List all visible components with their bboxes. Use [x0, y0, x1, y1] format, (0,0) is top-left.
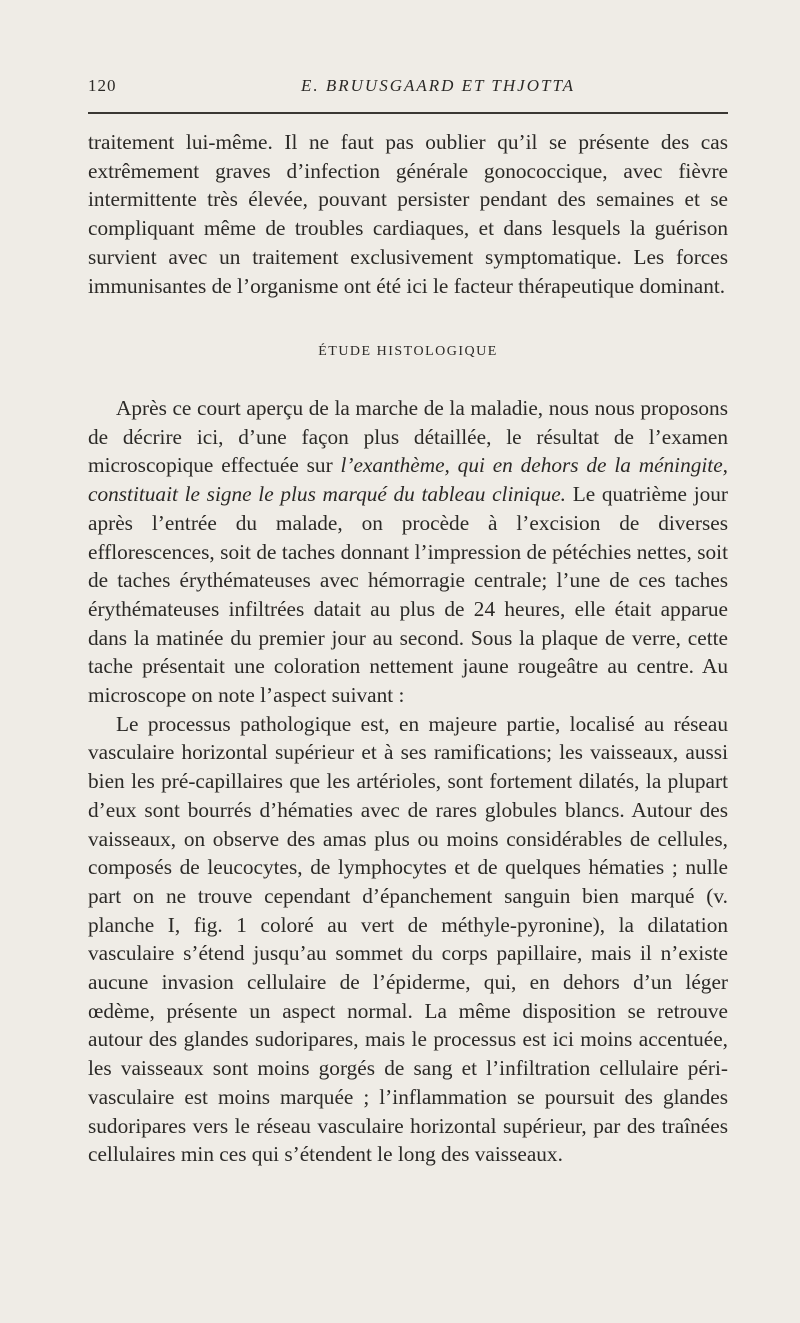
- paragraph-pathology: Le processus pathologique est, en majeure partie, localisé au réseau vasculaire horizontal supérieur et à ses ramifications; les vaisseaux, aussi bien les pré-capillaires que les artérioles, sont fortement dilatés, la plupart d’eux sont bourrés d’hématies avec de rares globules blancs. Autour des vaisseaux, on observe des amas plus ou moins considérables de cellules, composés de leucocytes, de lymphocytes et de quelques hématies ; nulle part on ne trouve cependant d’épanchement sanguin bien marqué (v. planche I, fig. 1 coloré au vert de méthyle-pyronine), la dilatation vasculaire s’étend jusqu’au sommet du corps papillaire, mais il n’existe aucune invasion cellulaire de l’épiderme, qui, en dehors d’un léger œdème, présente un aspect normal. La même disposition se retrouve autour des glandes sudoripares, mais le processus est ici moins accentuée, les vaisseaux sont moins gorgés de sang et l’infiltration cellulaire péri-vasculaire est moins marquée ; l’inflammation se poursuit des glandes sudoripares vers le réseau vasculaire horizontal supérieur, par des traînées cellulaires min ces qui s’étendent le long des vaisseaux.: [88, 711, 728, 1167]
- page-header: [88, 76, 728, 102]
- opening-paragraph: [88, 128, 728, 300]
- header-rule: [88, 112, 728, 114]
- paragraph-text: Le quatrième jour après l’entrée du malade, on procède à l’excision de diverses efflorescences, soit de taches donnant l’impression de pétéchies nettes, soit de taches érythémateuses avec hémorragie centrale; l’une de ces taches érythémateuses infiltrées datait au plus de 24 heures, elle était apparue dans la matinée du premier jour au second. Sous la plaque de verre, cette tache présentait une coloration nettement jaune rougeâtre au centre. Au microscope on note l’aspect suivant :: [88, 482, 728, 708]
- paragraph-text: Après ce court aperçu de la marche de la maladie, nous nous proposons de décrire ici, d’une façon plus détaillée, le résultat de l’examen microscopique effectuée sur: [88, 396, 728, 478]
- section-heading: ÉTUDE HISTOLOGIQUE: [318, 344, 498, 359]
- page-number: 120: [88, 76, 117, 95]
- paragraph-text: traitement lui-même. Il ne faut pas oublier qu’il se présente des cas extrêmement graves d’infection générale gonococcique, avec fièvre intermittente très élevée, pouvant persister pendant des semaines et se compliquant même de troubles cardiaques, et dans lesquels la guérison survient avec un traitement exclusivement symptomatique. Les forces immunisantes de l’organisme ont été ici le facteur thérapeutique dominant.: [88, 130, 728, 298]
- italic-phrase: l’exanthème, qui en dehors de la méningite, constituait le signe le plus marqué du tableau clinique.: [88, 453, 729, 507]
- paragraph-exanthem: [88, 394, 728, 710]
- running-head: E. BRUUSGAARD ET THJOTTA: [300, 76, 576, 95]
- body-text: [88, 394, 728, 1169]
